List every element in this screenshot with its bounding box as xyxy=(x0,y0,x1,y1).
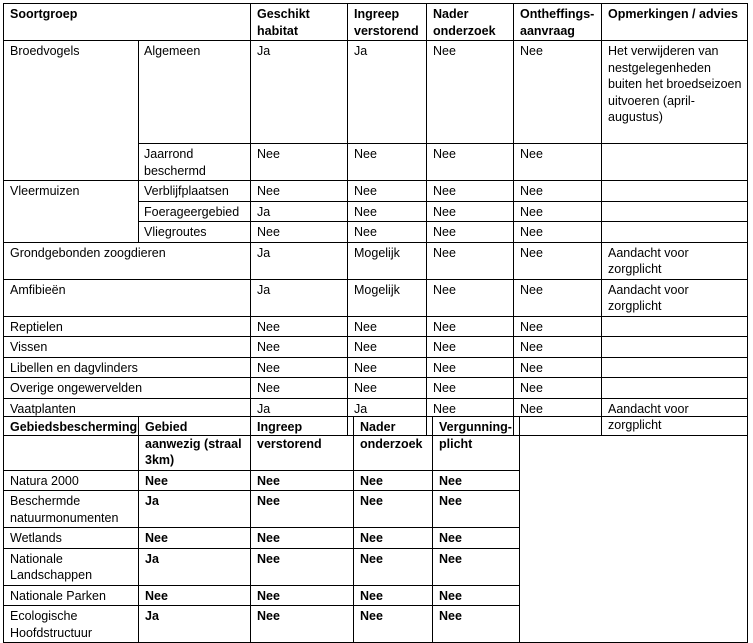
cell-nader: Nee xyxy=(354,585,433,606)
cell-opmerking xyxy=(602,337,748,358)
row-label: Wetlands xyxy=(4,528,139,549)
row-label: Amfibieën xyxy=(4,279,251,316)
table-row xyxy=(4,279,748,316)
cell-nader: Nee xyxy=(427,279,514,316)
cell-habitat: Ja xyxy=(251,242,348,279)
cell-opmerking xyxy=(602,222,748,243)
cell-nader: Nee xyxy=(427,201,514,222)
cell-vergunning: Nee xyxy=(433,470,520,491)
cell-ingreep: Nee xyxy=(348,378,427,399)
row-label: Beschermde natuurmonumenten xyxy=(4,491,139,528)
row-label: Ecologische Hoofdstructuur xyxy=(4,606,139,643)
cell-ontheffing: Nee xyxy=(514,316,602,337)
sub-label: Verblijfplaatsen xyxy=(139,181,251,202)
cell-ingreep: Ja xyxy=(348,41,427,144)
cell-ingreep: Nee xyxy=(348,357,427,378)
empty-column xyxy=(520,417,748,643)
cell-habitat: Nee xyxy=(251,316,348,337)
row-label: Overige ongewervelden xyxy=(4,378,251,399)
sub-label: Foerageergebied xyxy=(139,201,251,222)
species-header-row xyxy=(4,4,748,41)
cell-ingreep: Nee xyxy=(251,585,354,606)
cell-aanwezig: Ja xyxy=(139,548,251,585)
table-row xyxy=(4,337,748,358)
cell-ingreep: Ja xyxy=(348,398,427,435)
cell-opmerking xyxy=(602,357,748,378)
cell-vergunning: Nee xyxy=(433,585,520,606)
cell-nader: Nee xyxy=(427,222,514,243)
header-nader-onderzoek: Nader onderzoek xyxy=(354,417,433,471)
table-row xyxy=(4,316,748,337)
cell-habitat: Ja xyxy=(251,279,348,316)
cell-ingreep: Nee xyxy=(348,337,427,358)
areas-header-row xyxy=(4,417,748,471)
row-label: Libellen en dagvlinders xyxy=(4,357,251,378)
row-label: Vaatplanten xyxy=(4,398,251,435)
cell-ontheffing: Nee xyxy=(514,378,602,399)
cell-ingreep: Mogelijk xyxy=(348,279,427,316)
cell-ontheffing: Nee xyxy=(514,398,602,435)
row-label: Natura 2000 xyxy=(4,470,139,491)
cell-nader: Nee xyxy=(427,316,514,337)
cell-opmerking xyxy=(602,316,748,337)
cell-vergunning: Nee xyxy=(433,606,520,643)
header-vergunningplicht: Vergunning-plicht xyxy=(433,417,520,471)
cell-opmerking xyxy=(602,201,748,222)
cell-opmerking xyxy=(602,144,748,181)
cell-nader: Nee xyxy=(354,528,433,549)
cell-habitat: Ja xyxy=(251,201,348,222)
row-label: Nationale Parken xyxy=(4,585,139,606)
cell-habitat: Nee xyxy=(251,222,348,243)
cell-vergunning: Nee xyxy=(433,548,520,585)
cell-ontheffing: Nee xyxy=(514,337,602,358)
header-ontheffingsaanvraag: Ontheffings-aanvraag xyxy=(514,4,602,41)
table-row xyxy=(4,357,748,378)
cell-ontheffing: Nee xyxy=(514,279,602,316)
cell-nader: Nee xyxy=(354,470,433,491)
table-row xyxy=(4,41,748,144)
cell-opmerking xyxy=(602,181,748,202)
group-label: Broedvogels xyxy=(4,41,139,181)
cell-ingreep: Nee xyxy=(348,201,427,222)
header-soortgroep: Soortgroep xyxy=(4,4,251,41)
cell-ontheffing: Nee xyxy=(514,41,602,144)
row-label: Grondgebonden zoogdieren xyxy=(4,242,251,279)
species-table xyxy=(3,3,748,436)
row-label: Reptielen xyxy=(4,316,251,337)
cell-nader: Nee xyxy=(427,398,514,435)
cell-ingreep: Nee xyxy=(251,548,354,585)
cell-vergunning: Nee xyxy=(433,528,520,549)
cell-opmerking xyxy=(602,378,748,399)
cell-ontheffing: Nee xyxy=(514,357,602,378)
header-ingreep-verstorend: Ingreep verstorend xyxy=(348,4,427,41)
cell-nader: Nee xyxy=(427,144,514,181)
row-label: Nationale Landschappen xyxy=(4,548,139,585)
area-protection-table xyxy=(3,416,748,643)
cell-habitat: Nee xyxy=(251,378,348,399)
row-label: Vissen xyxy=(4,337,251,358)
cell-aanwezig: Nee xyxy=(139,585,251,606)
cell-ingreep: Nee xyxy=(348,144,427,181)
table-row xyxy=(4,181,748,202)
cell-ingreep: Nee xyxy=(251,606,354,643)
cell-aanwezig: Nee xyxy=(139,528,251,549)
header-nader-onderzoek: Nader onderzoek xyxy=(427,4,514,41)
header-opmerkingen: Opmerkingen / advies xyxy=(602,4,748,41)
sub-label: Algemeen xyxy=(139,41,251,144)
cell-ontheffing: Nee xyxy=(514,242,602,279)
cell-aanwezig: Ja xyxy=(139,606,251,643)
cell-nader: Nee xyxy=(427,181,514,202)
cell-opmerking: Aandacht voor zorgplicht xyxy=(602,279,748,316)
cell-nader: Nee xyxy=(427,337,514,358)
cell-nader: Nee xyxy=(354,606,433,643)
table-row xyxy=(4,242,748,279)
cell-nader: Nee xyxy=(427,357,514,378)
cell-habitat: Nee xyxy=(251,181,348,202)
cell-ingreep: Nee xyxy=(348,222,427,243)
cell-ingreep: Nee xyxy=(251,491,354,528)
cell-ingreep: Nee xyxy=(251,470,354,491)
sub-label: Vliegroutes xyxy=(139,222,251,243)
cell-ontheffing: Nee xyxy=(514,222,602,243)
cell-nader: Nee xyxy=(427,41,514,144)
cell-ontheffing: Nee xyxy=(514,144,602,181)
cell-ontheffing: Nee xyxy=(514,181,602,202)
cell-habitat[interactable]: Ja xyxy=(251,41,348,144)
cell-opmerking: Aandacht voor zorgplicht xyxy=(602,242,748,279)
cell-habitat: Nee xyxy=(251,144,348,181)
cell-nader: Nee xyxy=(354,491,433,528)
cell-ingreep: Nee xyxy=(251,528,354,549)
cell-ingreep: Nee xyxy=(348,316,427,337)
cell-habitat: Ja xyxy=(251,398,348,435)
cell-nader: Nee xyxy=(427,378,514,399)
cell-opmerking: Aandacht voor zorgplicht xyxy=(602,398,748,435)
cell-ingreep: Mogelijk xyxy=(348,242,427,279)
header-ingreep-verstorend: Ingreep verstorend xyxy=(251,417,354,471)
sub-label: Jaarrond beschermd xyxy=(139,144,251,181)
cell-nader: Nee xyxy=(427,242,514,279)
group-label: Vleermuizen xyxy=(4,181,139,243)
header-geschikt-habitat: Geschikt habitat xyxy=(251,4,348,41)
cell-ingreep: Nee xyxy=(348,181,427,202)
header-gebiedsbescherming: Gebiedsbescherming xyxy=(4,417,139,471)
table-row xyxy=(4,378,748,399)
header-gebied-aanwezig: Gebied aanwezig (straal 3km) xyxy=(139,417,251,471)
cell-ontheffing: Nee xyxy=(514,201,602,222)
cell-opmerking: Het verwijderen van nestgelegenheden buiten het broedseizoen uitvoeren (april-augustus) xyxy=(602,41,748,144)
cell-aanwezig: Nee xyxy=(139,470,251,491)
cell-vergunning: Nee xyxy=(433,491,520,528)
cell-nader: Nee xyxy=(354,548,433,585)
cell-habitat: Nee xyxy=(251,357,348,378)
cell-aanwezig: Ja xyxy=(139,491,251,528)
cell-habitat: Nee xyxy=(251,337,348,358)
